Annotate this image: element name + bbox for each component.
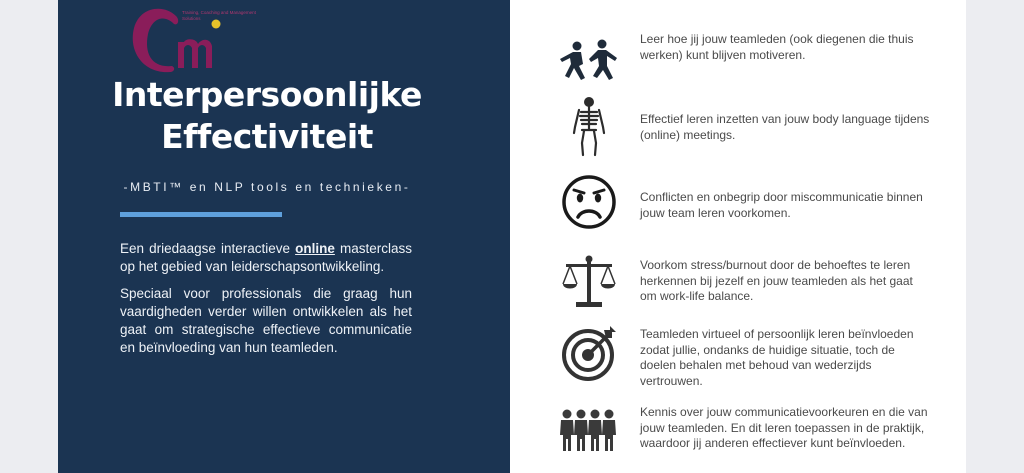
feature-text: Leer hoe jij jouw teamleden (ook diegenen die thuis werken) kunt blijven motiveren. [640, 32, 914, 62]
page-title [58, 74, 476, 158]
left-panel [58, 0, 510, 473]
feature-item-conflicts [556, 172, 923, 236]
intro-paragraph-2: Speciaal voor professionals die graag hun vaardigheden verder willen ontwikkelen als het gaat om strategische effectieve communicatie en beïnvloeding van hun teamleden. [120, 286, 412, 355]
feature-text: Conflicten en onbegrip door miscommunicatie binnen jouw team leren voorkomen. [640, 190, 923, 220]
title-line-1: Interpersoonlijke [112, 75, 422, 114]
title-line-2: Effectiviteit [161, 117, 373, 156]
online-highlight: online [295, 241, 335, 256]
feature-text: Kennis over jouw communicatievoorkeuren en die van jouw teamleden. En dit leren toepassen in de praktijk, waardoor jij anderen effectiever kunt beïnvloeden. [640, 405, 928, 450]
intro-paragraph-1 [120, 240, 412, 276]
feature-text: Voorkom stress/burnout door de behoeftes te leren herkennen bij jezelf en jouw teamleden als het gaat om work-life balance. [640, 258, 913, 303]
intro-text [120, 240, 412, 366]
slide [58, 0, 966, 473]
feature-item-communication [556, 400, 928, 464]
target-icon [560, 324, 618, 382]
balance-scale-icon [560, 254, 618, 310]
frown-face-icon [560, 173, 618, 231]
feature-item-motivation [556, 32, 916, 96]
feature-item-influence [556, 323, 916, 387]
skeleton-icon [569, 95, 609, 157]
intro-text-part: masterclass op het gebied van leiderschapsontwikkeling. [120, 241, 412, 274]
people-running-icon [557, 38, 621, 86]
subtitle: -MBTI™ en NLP tools en technieken- [123, 180, 411, 194]
feature-item-body-language [556, 96, 930, 160]
team-group-icon [558, 407, 620, 453]
feature-text: Effectief leren inzetten van jouw body language tijdens (online) meetings. [640, 112, 930, 142]
logo-tagline: Training, Coaching and Management Solutions [182, 10, 256, 21]
feature-item-balance [556, 252, 916, 316]
intro-text-part: Een driedaagse interactieve [120, 241, 296, 256]
accent-bar [120, 212, 282, 217]
feature-text: Teamleden virtueel of persoonlijk leren beïnvloeden zodat jullie, ondanks de huidige situatie, toch de doelen behalen met behoud van wederzijds vertrouwen. [640, 327, 914, 388]
